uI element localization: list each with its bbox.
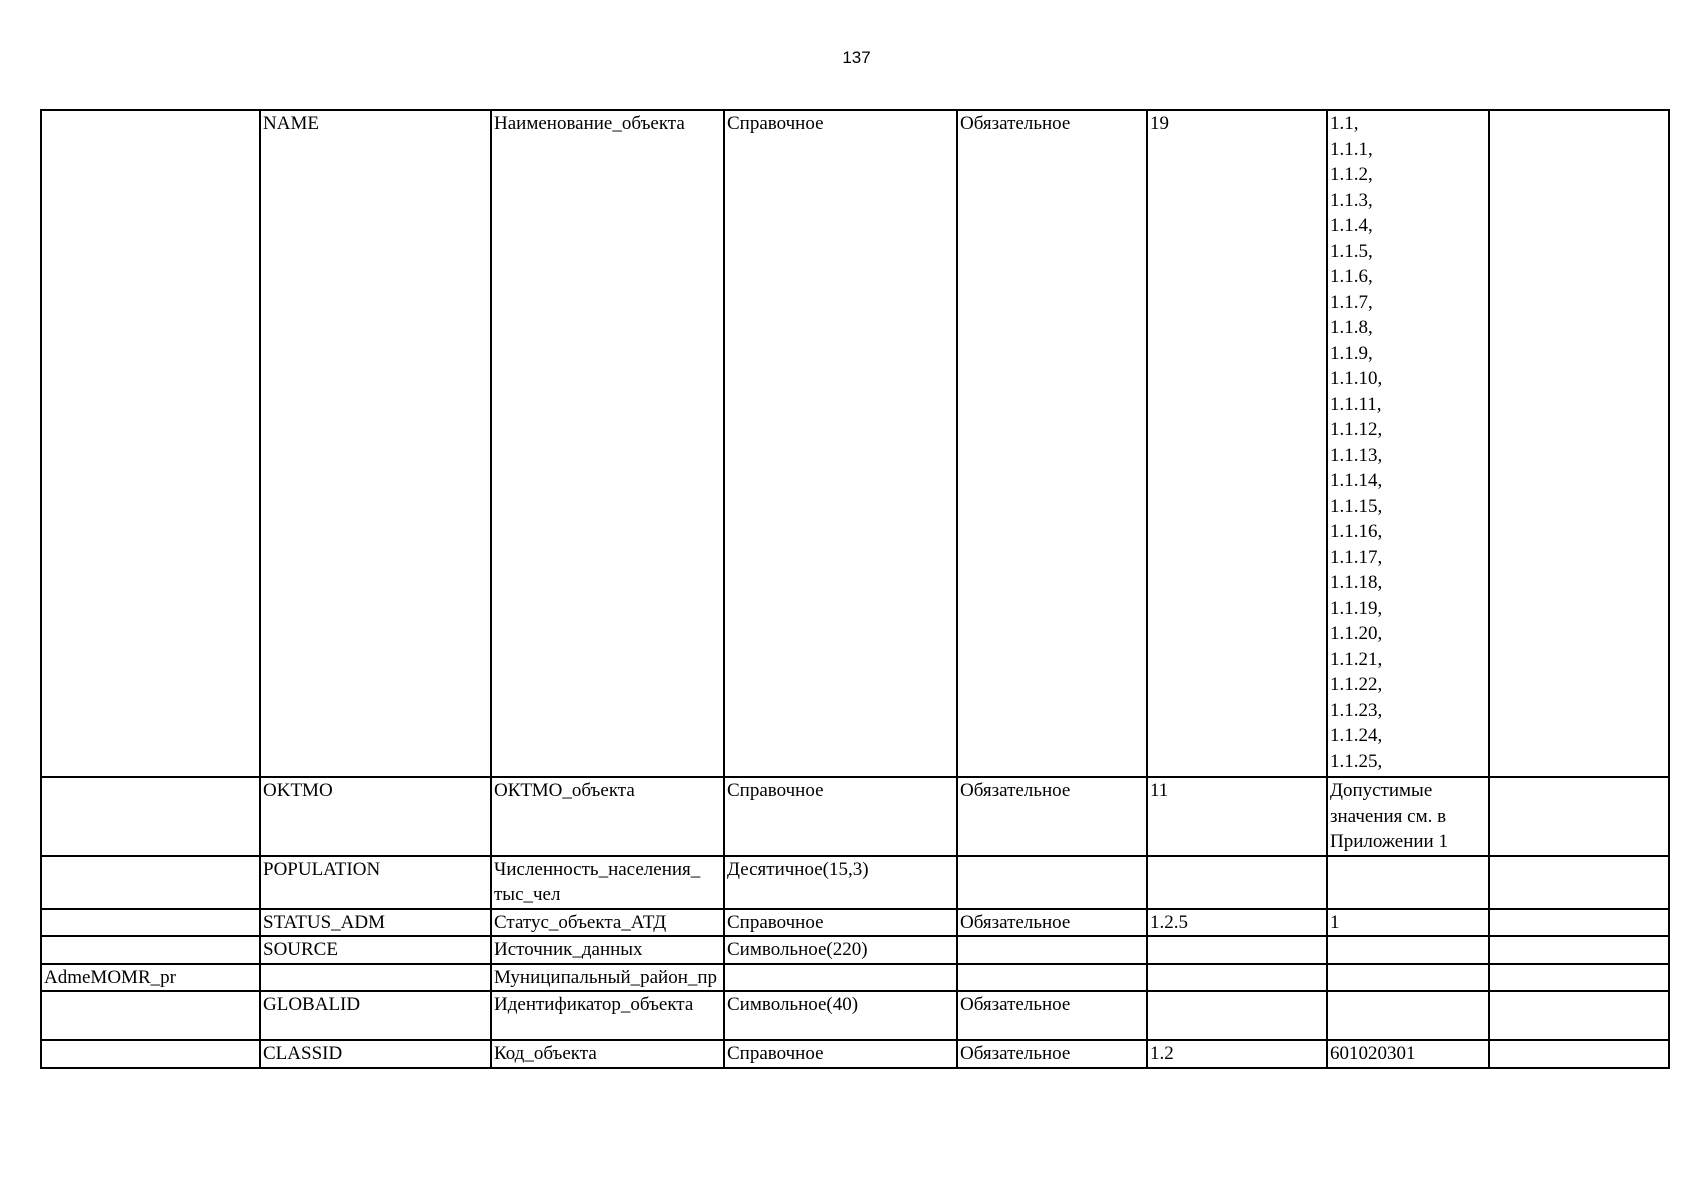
values-cell (1327, 936, 1489, 964)
type-cell (724, 964, 957, 992)
value-line: 1.1.18, (1330, 572, 1383, 593)
reference-cell (1147, 856, 1327, 909)
field-cell: CLASSID (260, 1040, 491, 1068)
layer-cell (41, 991, 260, 1040)
alias-cell (491, 1040, 724, 1068)
field-cell: NAME (260, 110, 491, 777)
reference-cell (1147, 964, 1327, 992)
alias-cell (491, 909, 724, 937)
table-row (41, 909, 1669, 937)
required-cell (957, 936, 1147, 964)
reference-cell (1147, 991, 1327, 1040)
type-cell: Десятичное(15,3) (724, 856, 957, 909)
table-row (41, 856, 1669, 909)
alias-line: тыс_чел (494, 884, 561, 905)
values-cell (1327, 909, 1489, 937)
layer-cell (41, 110, 260, 777)
value-line: 1.1.2, (1330, 164, 1373, 185)
value-line: 1.1.7, (1330, 291, 1373, 313)
layer-cell (41, 1040, 260, 1068)
value-line: 1 (1330, 911, 1340, 933)
table-row (41, 777, 1669, 856)
value-line: 1.1.14, (1330, 470, 1383, 491)
layer-cell: AdmeMOMR_pr (41, 964, 260, 992)
reference-cell (1147, 936, 1327, 964)
value-line: 1.1.11, (1330, 393, 1382, 415)
layer-cell (41, 777, 260, 856)
alias-line: Наименование_объекта (494, 113, 685, 134)
value-line: 1.1.5, (1330, 240, 1373, 262)
note-cell (1489, 991, 1669, 1040)
value-line: Приложении 1 (1330, 831, 1448, 852)
alias-line: Источник_данных (494, 939, 643, 960)
value-line: 1.1.12, (1330, 419, 1383, 440)
field-cell: GLOBALID (260, 991, 491, 1040)
required-cell (957, 964, 1147, 992)
value-line: 1.1.24, (1330, 725, 1383, 746)
table-row (41, 991, 1669, 1040)
alias-cell (491, 856, 724, 909)
note-cell (1489, 856, 1669, 909)
note-cell (1489, 110, 1669, 777)
value-line: 1.1.19, (1330, 597, 1383, 619)
type-cell: Справочное (724, 909, 957, 937)
value-line: 1.1.15, (1330, 495, 1383, 517)
alias-line: ОКТМО_объекта (494, 780, 635, 801)
field-cell: STATUS_ADM (260, 909, 491, 937)
values-cell (1327, 1040, 1489, 1068)
field-cell: SOURCE (260, 936, 491, 964)
alias-cell (491, 777, 724, 856)
value-line: 1.1.13, (1330, 444, 1383, 466)
table-row (41, 964, 1669, 992)
note-cell (1489, 777, 1669, 856)
value-line: 1.1.8, (1330, 317, 1373, 338)
value-line: 1.1.6, (1330, 266, 1373, 287)
alias-cell (491, 991, 724, 1040)
alias-cell (491, 964, 724, 992)
value-line: значения см. в (1330, 805, 1447, 827)
table-row (41, 1040, 1669, 1068)
alias-line: Код_объекта (494, 1043, 597, 1064)
value-line: 1.1.3, (1330, 189, 1373, 211)
field-cell: OKTMO (260, 777, 491, 856)
value-line: 1.1.25, (1330, 750, 1383, 772)
reference-cell: 1.2.5 (1147, 909, 1327, 937)
alias-cell (491, 110, 724, 777)
field-cell (260, 964, 491, 992)
note-cell (1489, 909, 1669, 937)
attribute-table (40, 109, 1670, 1069)
value-line: 1.1, (1330, 113, 1359, 134)
value-line: 1.1.16, (1330, 521, 1383, 542)
values-cell (1327, 777, 1489, 856)
type-cell: Справочное (724, 110, 957, 777)
reference-cell: 11 (1147, 777, 1327, 856)
reference-cell: 1.2 (1147, 1040, 1327, 1068)
alias-line: Муниципальный_район_пр (494, 966, 718, 988)
page-number: 137 (842, 48, 871, 67)
value-line: 1.1.23, (1330, 699, 1383, 721)
reference-cell: 19 (1147, 110, 1327, 777)
layer-cell (41, 936, 260, 964)
required-cell: Обязательное (957, 110, 1147, 777)
value-line: 1.1.10, (1330, 368, 1383, 389)
type-cell: Символьное(220) (724, 936, 957, 964)
values-cell (1327, 856, 1489, 909)
required-cell: Обязательное (957, 909, 1147, 937)
note-cell (1489, 936, 1669, 964)
value-line: 601020301 (1330, 1043, 1416, 1064)
alias-line: Статус_объекта_АТД (494, 911, 667, 933)
required-cell: Обязательное (957, 991, 1147, 1040)
value-line: Допустимые (1330, 780, 1433, 801)
values-cell (1327, 110, 1489, 777)
values-cell (1327, 964, 1489, 992)
alias-line: Численность_населения_ (494, 858, 701, 880)
note-cell (1489, 1040, 1669, 1068)
type-cell: Справочное (724, 777, 957, 856)
values-cell (1327, 991, 1489, 1040)
type-cell: Символьное(40) (724, 991, 957, 1040)
type-cell: Справочное (724, 1040, 957, 1068)
layer-cell (41, 856, 260, 909)
required-cell: Обязательное (957, 1040, 1147, 1068)
alias-cell (491, 936, 724, 964)
table-row (41, 110, 1669, 777)
alias-line: Идентификатор_объекта (494, 994, 694, 1015)
required-cell: Обязательное (957, 777, 1147, 856)
table-row (41, 936, 1669, 964)
required-cell (957, 856, 1147, 909)
value-line: 1.1.1, (1330, 138, 1373, 160)
layer-cell (41, 909, 260, 937)
value-line: 1.1.17, (1330, 546, 1383, 568)
value-line: 1.1.4, (1330, 215, 1373, 236)
value-line: 1.1.20, (1330, 623, 1383, 644)
note-cell (1489, 964, 1669, 992)
value-line: 1.1.22, (1330, 674, 1383, 695)
value-line: 1.1.21, (1330, 648, 1383, 670)
value-line: 1.1.9, (1330, 342, 1373, 364)
field-cell: POPULATION (260, 856, 491, 909)
